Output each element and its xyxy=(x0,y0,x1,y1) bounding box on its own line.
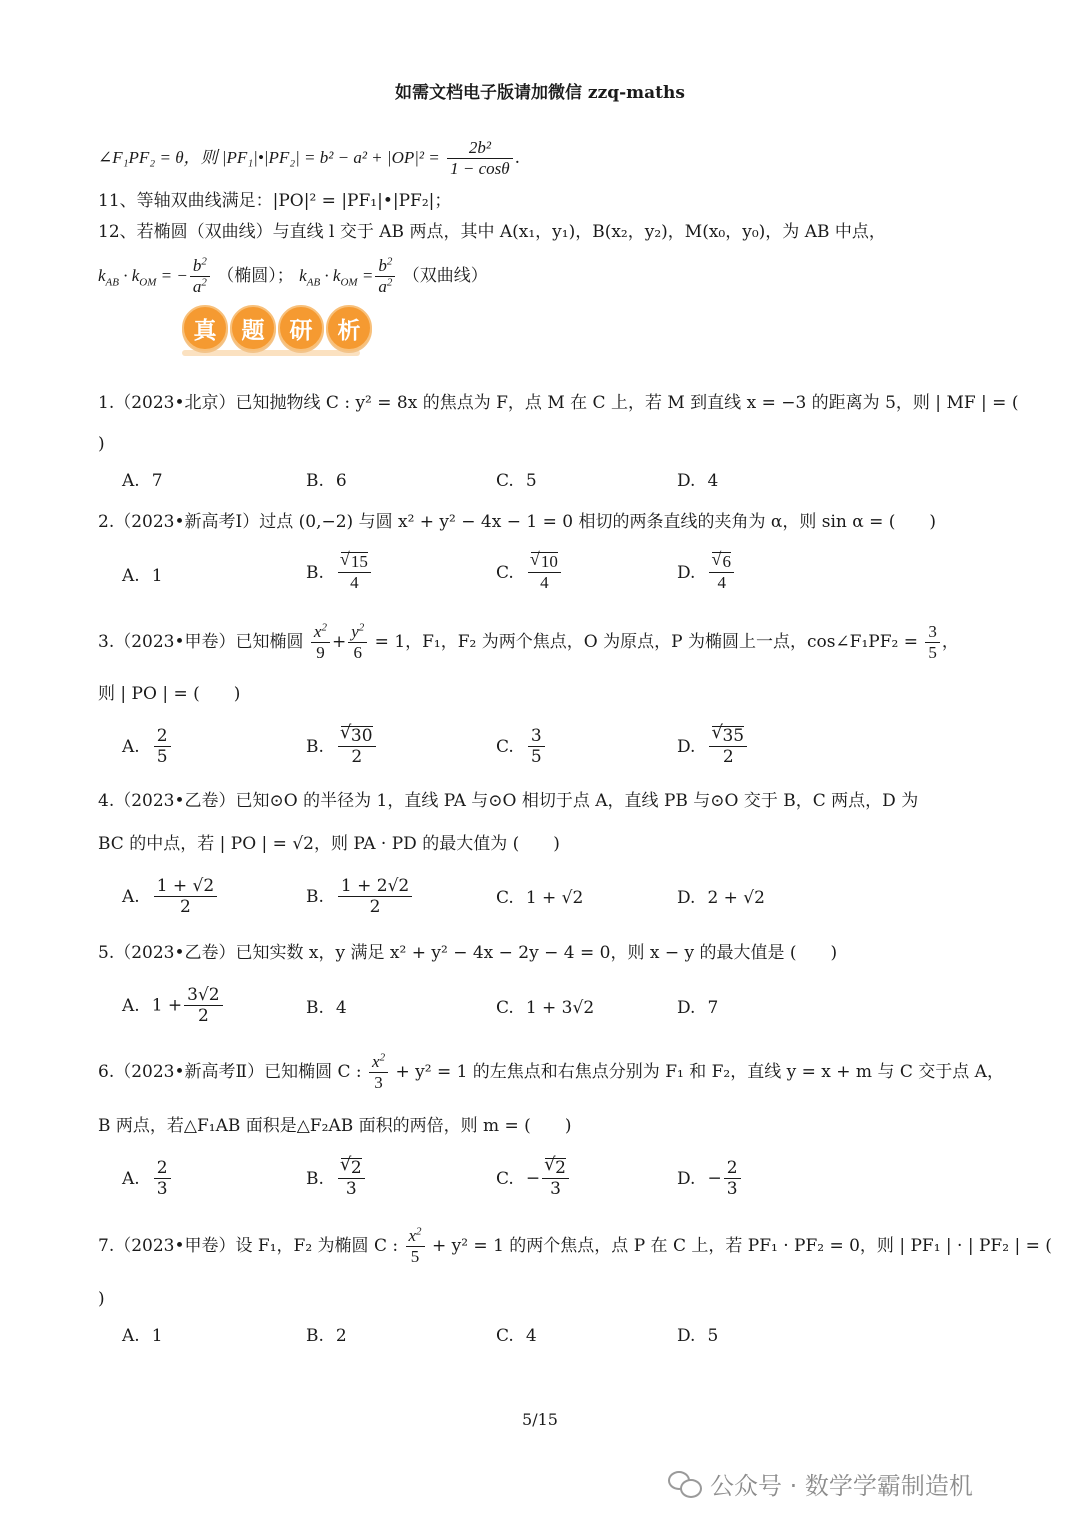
q6-option-d: D. − $\frac{2}{3}$ xyxy=(677,1158,743,1199)
q1-option-d: D. 4 xyxy=(677,471,719,491)
q2-option-c: C. √ $\frac{10}{4}$ xyxy=(496,552,563,593)
q5-option-c: C. 1 + 3√2 xyxy=(496,998,595,1018)
q5-option-d: D. 7 xyxy=(677,998,719,1018)
q3-option-d: D. √ $\frac{35}{2}$ xyxy=(677,726,749,767)
question-7-stem: 7.（2023•甲卷）设 F₁，F₂ 为椭圆 C : $\frac{x^2}{5}$ + y² = 1 的两个焦点，点 P 在 C 上，若 PF₁ · PF₂ = 0，则 | PF₁ | · | PF₂ | = ( xyxy=(98,1225,1052,1266)
q7-option-a: A. 1 xyxy=(122,1326,163,1346)
q4-option-b: B. $\frac{1 + 2√2}{2}$ xyxy=(306,876,414,917)
q3-option-a: A. $\frac{2}{5}$ xyxy=(122,726,173,767)
wechat-icon xyxy=(668,1471,702,1497)
section-badge xyxy=(182,305,372,349)
q3-option-c: C. $\frac{3}{5}$ xyxy=(496,726,547,767)
q3-option-b: B. √ $\frac{30}{2}$ xyxy=(306,726,378,767)
q7-option-d: D. 5 xyxy=(677,1326,719,1346)
q4-option-a: A. $\frac{1 + √2}{2}$ xyxy=(122,876,219,917)
watermark-text: 公众号 · 数学学霸制造机 xyxy=(710,1472,973,1500)
question-2-stem: 2.（2023•新高考Ⅰ）过点 (0,−2) 与圆 x² + y² − 4x − 1 = 0 相切的两条直线的夹角为 α，则 sin α = ( ) xyxy=(98,512,937,532)
question-5-stem: 5.（2023•乙卷）已知实数 x，y 满足 x² + y² − 4x − 2y − 4 = 0，则 x − y 的最大值是 ( ) xyxy=(98,943,838,963)
intro-line-1: ∠F₁PF₂ = θ，则 |PF₁|•|PF₂| = b² − a² + |OP|² = $\frac{\text{2b²}}{1 - \cos\theta}$ . xyxy=(98,138,521,178)
badge-char: 析 xyxy=(326,305,372,351)
question-1-stem: 1.（2023•北京）已知抛物线 C : y² = 8x 的焦点为 F，点 M 在 C 上，若 M 到直线 x = −3 的距离为 5，则 | MF | = ( xyxy=(98,393,1019,413)
q4-option-c: C. 1 + √2 xyxy=(496,888,584,908)
q2-option-a: A. 1 xyxy=(122,566,163,586)
q4-option-d: D. 2 + √2 xyxy=(677,888,765,908)
q6-option-c: C. − √ $\frac{2}{3}$ xyxy=(496,1158,571,1199)
q2-option-b: B. √ $\frac{15}{4}$ xyxy=(306,552,373,593)
intro-line-4: $k_{AB} \cdot k_{OM}$ = − $\frac{b^2}{a^2}$ （椭圆）； $k_{AB} \cdot k_{OM}$ = $\frac{b^2}{a^2}$ （双曲线） xyxy=(98,255,488,296)
badge-char: 研 xyxy=(278,305,324,351)
q1-option-a: A. 7 xyxy=(122,471,163,491)
question-6-line-2: B 两点，若△F₁AB 面积是△F₂AB 面积的两倍，则 m = ( ) xyxy=(98,1116,572,1136)
question-1-close: ) xyxy=(98,434,105,454)
badge-char: 真 xyxy=(182,305,228,351)
q1-option-b: B. 6 xyxy=(306,471,347,491)
q2-option-d: D. √ $\frac{6}{4}$ xyxy=(677,552,736,593)
q5-option-b: B. 4 xyxy=(306,998,347,1018)
intro-line-3: 12、若椭圆（双曲线）与直线 l 交于 AB 两点，其中 A(x₁，y₁)，B(x₂，y₂)，M(x₀，y₀)，为 AB 中点， xyxy=(98,222,886,242)
badge-underline xyxy=(182,350,360,356)
watermark xyxy=(668,1466,973,1501)
question-6-stem: 6.（2023•新高考Ⅱ）已知椭圆 C : $\frac{x^2}{3}$ + y² = 1 的左焦点和右焦点分别为 F₁ 和 F₂，直线 y = x + m 与 C 交于点 A， xyxy=(98,1051,1004,1092)
intro-line-2: 11、等轴双曲线满足：|PO|² = |PF₁|•|PF₂|； xyxy=(98,191,452,211)
page-number: 5/15 xyxy=(522,1410,558,1429)
q6-option-b: B. √ $\frac{2}{3}$ xyxy=(306,1158,367,1199)
page-header: 如需文档电子版请加微信 zzq-maths xyxy=(395,83,685,103)
q1-option-c: C. 5 xyxy=(496,471,537,491)
question-4-line-1: 4.（2023•乙卷）已知⊙O 的半径为 1，直线 PA 与⊙O 相切于点 A，直线 PB 与⊙O 交于 B，C 两点，D 为 xyxy=(98,791,919,811)
question-3-stem: 3.（2023•甲卷）已知椭圆 $\frac{x^2}{9}$ + $\frac{y^2}{6}$ = 1，F₁，F₂ 为两个焦点，O 为原点，P 为椭圆上一点，cos∠F₁PF₂ = $\frac{3}{5}$ ， xyxy=(98,621,959,662)
badge-char: 题 xyxy=(230,305,276,351)
question-7-close: ) xyxy=(98,1289,105,1309)
q7-option-b: B. 2 xyxy=(306,1326,347,1346)
q5-option-a: A. 1 + $\frac{3√2}{2}$ xyxy=(122,985,225,1026)
q6-option-a: A. $\frac{2}{3}$ xyxy=(122,1158,173,1199)
question-4-line-2: BC 的中点，若 | PO | = √2，则 PA · PD 的最大值为 ( ) xyxy=(98,834,560,854)
q7-option-c: C. 4 xyxy=(496,1326,537,1346)
question-3-line-2: 则 | PO | = ( ) xyxy=(98,684,241,704)
